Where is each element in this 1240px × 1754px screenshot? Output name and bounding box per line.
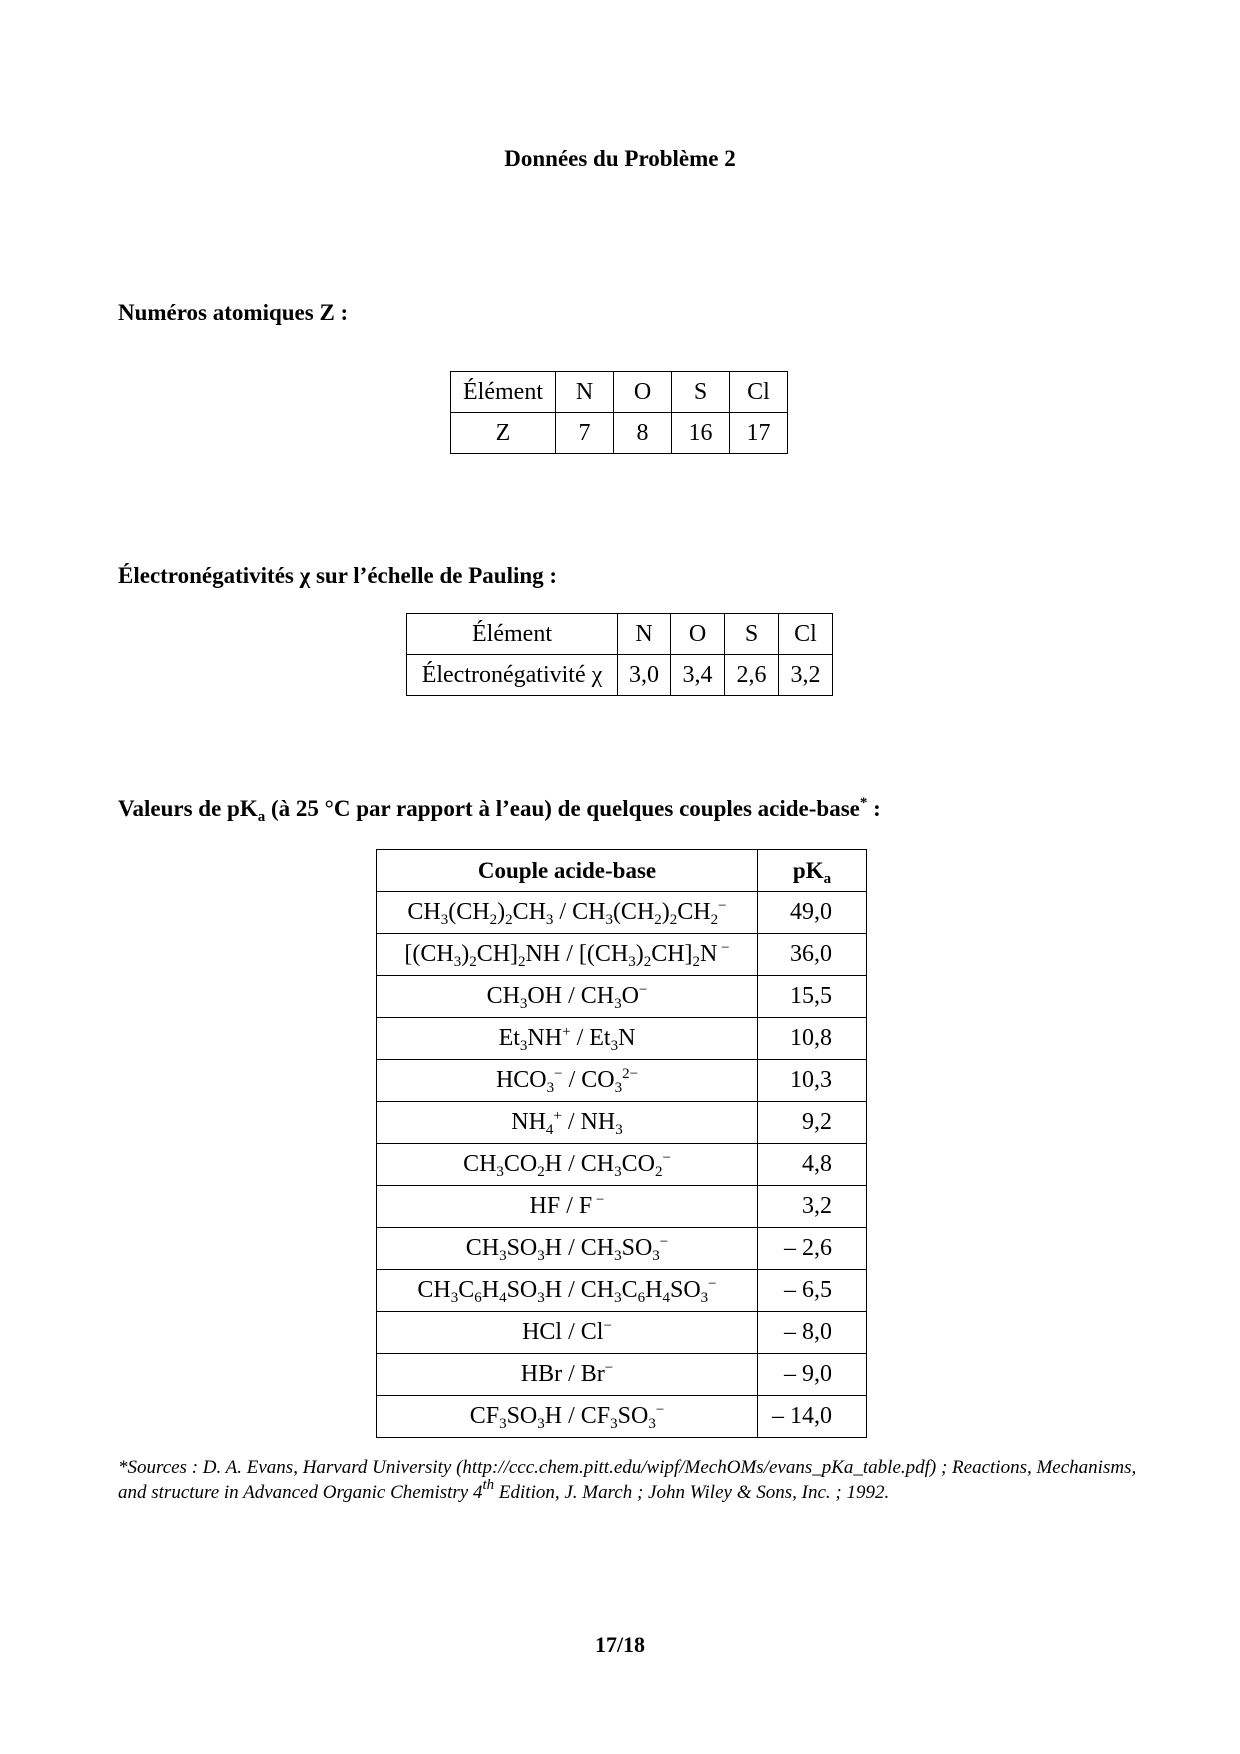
formula-subscript: 3 <box>648 1416 656 1432</box>
formula-superscript: − <box>592 1192 605 1208</box>
formula-text: H <box>645 1277 663 1303</box>
formula-text: CH <box>407 899 441 925</box>
formula-subscript: 3 <box>519 996 528 1012</box>
formula-subscript: 2 <box>537 1164 545 1180</box>
table-cell: 2,6 <box>725 655 779 696</box>
pka-heading <box>118 795 881 825</box>
pka-table <box>376 849 867 1438</box>
table-row <box>377 1018 867 1060</box>
table-cell: 3,2 <box>779 655 833 696</box>
page-title: Données du Problème 2 <box>504 146 736 171</box>
table-cell: N <box>618 614 671 655</box>
formula-superscript: − <box>604 1360 614 1376</box>
page-number: 17/18 <box>594 1632 646 1657</box>
table-cell: N <box>556 372 614 413</box>
formula-subscript: 3 <box>605 912 613 928</box>
table-row <box>377 934 867 976</box>
formula-subscript: 3 <box>499 1416 507 1432</box>
formula-text: CH <box>463 1151 497 1177</box>
pka-value-cell: 3,2 <box>758 1186 867 1228</box>
table-row <box>377 1060 867 1102</box>
heading-text: Valeurs de pK <box>118 796 258 821</box>
formula-text: / Et <box>570 1025 611 1051</box>
pka-value-cell: 15,5 <box>758 976 867 1018</box>
formula-subscript: 2 <box>669 912 678 928</box>
table-cell: 3,0 <box>618 655 671 696</box>
formula-subscript: 2 <box>489 912 498 928</box>
couple-cell <box>377 1354 758 1396</box>
formula-subscript: 2 <box>692 954 701 970</box>
formula-text: SO <box>506 1403 538 1429</box>
pka-value-cell: – 8,0 <box>758 1312 867 1354</box>
formula-subscript: 6 <box>637 1290 646 1306</box>
couple-cell <box>377 1270 758 1312</box>
formula-text: HF / F <box>529 1193 593 1219</box>
formula-subscript: 3 <box>519 1038 528 1054</box>
formula-text: CF <box>469 1403 500 1429</box>
pka-value-cell: – 2,6 <box>758 1228 867 1270</box>
pka-value-cell: 49,0 <box>758 892 867 934</box>
table-cell: O <box>614 372 672 413</box>
formula-subscript: 3 <box>610 1038 619 1054</box>
couple-cell <box>377 1312 758 1354</box>
formula-superscript: + <box>562 1024 571 1040</box>
formula-text: (CH <box>612 899 655 925</box>
formula-subscript: 3 <box>440 912 449 928</box>
couple-cell <box>377 1102 758 1144</box>
formula-text: SO <box>621 1235 653 1261</box>
formula-subscript: 3 <box>545 912 554 928</box>
table-row <box>377 1312 867 1354</box>
pka-value-cell: 4,8 <box>758 1144 867 1186</box>
table-cell: Élément <box>407 614 618 655</box>
formula-text: (CH <box>448 899 490 925</box>
formula-subscript: 2 <box>654 912 662 928</box>
formula-subscript: 3 <box>537 1416 545 1432</box>
table-row <box>377 1144 867 1186</box>
formula-text: SO <box>617 1403 649 1429</box>
pka-value-cell: 9,2 <box>758 1102 867 1144</box>
table-cell: 7 <box>556 413 614 454</box>
formula-text: NH <box>527 1025 563 1051</box>
formula-subscript: 2 <box>518 954 526 970</box>
table-row <box>407 655 833 696</box>
formula-subscript: 3 <box>614 1080 623 1096</box>
formula-subscript: 4 <box>662 1290 670 1306</box>
couple-cell <box>377 976 758 1018</box>
formula-superscript: − <box>638 982 648 998</box>
table-cell: S <box>725 614 779 655</box>
couple-cell <box>377 892 758 934</box>
couple-cell <box>377 934 758 976</box>
formula-subscript: 3 <box>453 954 462 970</box>
table-cell: 3,4 <box>671 655 725 696</box>
table-cell: Électronégativité χ <box>407 655 618 696</box>
formula-text: CH <box>677 899 711 925</box>
pka-value-cell: 10,8 <box>758 1018 867 1060</box>
formula-subscript: 2 <box>710 912 719 928</box>
formula-superscript: + <box>553 1108 562 1124</box>
formula-subscript: 3 <box>450 1290 459 1306</box>
pka-value-cell: – 6,5 <box>758 1270 867 1312</box>
formula-superscript: − <box>659 1234 669 1250</box>
formula-superscript: 2− <box>622 1066 639 1082</box>
formula-subscript: 3 <box>610 1416 618 1432</box>
footnote-marker: * <box>859 795 868 811</box>
formula-subscript: 3 <box>615 1122 623 1138</box>
formula-text: / NH <box>561 1109 616 1135</box>
electronegativity-table <box>406 613 833 696</box>
formula-text: HBr / Br <box>520 1361 605 1387</box>
formula-superscript: − <box>655 1402 665 1418</box>
electronegativity-heading: Électronégativités χ sur l’échelle de Pauling : <box>118 563 558 588</box>
formula-text: H <box>481 1277 500 1303</box>
formula-text: [(CH <box>404 941 454 967</box>
formula-subscript: 3 <box>700 1290 709 1306</box>
formula-text: SO <box>506 1277 538 1303</box>
heading-text: (à 25 °C par rapport à l’eau) de quelques couples acide-base <box>265 796 860 821</box>
table-cell: Élément <box>451 372 556 413</box>
formula-text: CH] <box>476 941 519 967</box>
formula-text: HCO <box>495 1067 547 1093</box>
pka-value-cell: 36,0 <box>758 934 867 976</box>
formula-text: CO <box>621 1151 655 1177</box>
formula-text: NH <box>511 1109 546 1135</box>
footnote-superscript: th <box>482 1477 495 1493</box>
column-header-pka <box>758 850 867 892</box>
formula-text: N <box>700 941 718 967</box>
formula-superscript: − <box>662 1150 671 1166</box>
pka-value-cell: 10,3 <box>758 1060 867 1102</box>
couple-cell <box>377 1060 758 1102</box>
formula-superscript: − <box>554 1066 563 1082</box>
formula-subscript: 3 <box>628 954 636 970</box>
table-cell: Cl <box>730 372 788 413</box>
formula-text: OH / CH <box>527 983 615 1009</box>
formula-subscript: 2 <box>505 912 513 928</box>
atomic-numbers-table <box>450 371 788 454</box>
formula-text: CH] <box>651 941 693 967</box>
formula-subscript: 2 <box>654 1164 663 1180</box>
formula-text: NH / [(CH <box>525 941 629 967</box>
heading-subscript: a <box>257 809 266 825</box>
formula-text: H / CH <box>544 1151 615 1177</box>
formula-subscript: 3 <box>499 1248 507 1264</box>
table-cell: Z <box>451 413 556 454</box>
table-header-row <box>451 372 788 413</box>
formula-text: CH <box>465 1235 500 1261</box>
header-text: pK <box>792 857 824 883</box>
formula-text: H / CF <box>544 1403 611 1429</box>
formula-text: SO <box>669 1277 701 1303</box>
formula-text: Et <box>498 1025 520 1051</box>
formula-text: H / CH <box>544 1277 615 1303</box>
formula-subscript: 3 <box>537 1290 545 1306</box>
formula-text: CH <box>417 1277 451 1303</box>
formula-subscript: 6 <box>474 1290 482 1306</box>
formula-subscript: 3 <box>614 996 622 1012</box>
couple-cell <box>377 1186 758 1228</box>
formula-text: ) <box>461 941 470 967</box>
sources-footnote <box>118 1455 1138 1505</box>
table-row <box>377 1228 867 1270</box>
formula-text: ) <box>497 899 506 925</box>
formula-text: HCl / Cl <box>522 1319 604 1345</box>
table-cell: Cl <box>779 614 833 655</box>
table-row <box>377 976 867 1018</box>
table-row <box>377 1396 867 1438</box>
formula-text: CH <box>512 899 546 925</box>
table-row <box>451 413 788 454</box>
formula-text: SO <box>506 1235 538 1261</box>
formula-superscript: − <box>718 898 727 914</box>
pka-value-cell: – 9,0 <box>758 1354 867 1396</box>
table-row <box>377 1102 867 1144</box>
formula-text: O <box>621 983 639 1009</box>
formula-text: CO <box>503 1151 538 1177</box>
formula-text: ) <box>635 941 644 967</box>
formula-subscript: 2 <box>469 954 477 970</box>
formula-text: H / CH <box>544 1235 615 1261</box>
formula-text: / CO <box>562 1067 615 1093</box>
formula-superscript: − <box>708 1276 717 1292</box>
couple-cell <box>377 1228 758 1270</box>
table-cell: 16 <box>672 413 730 454</box>
formula-subscript: 3 <box>496 1164 504 1180</box>
formula-text: C <box>621 1277 638 1303</box>
formula-text: ) <box>661 899 670 925</box>
table-row <box>377 1354 867 1396</box>
table-cell: S <box>672 372 730 413</box>
couple-cell <box>377 1396 758 1438</box>
footnote-text: *Sources : D. A. Evans, Harvard University (http://ccc.chem.pitt.edu/wipf/MechOMs/evans_pKa_table.pdf) ; Reactions, Mechanisms, and structure in Advanced Organic Chemistry 4 <box>118 1457 1137 1503</box>
table-header-row <box>407 614 833 655</box>
formula-subscript: 3 <box>537 1248 545 1264</box>
formula-text: / CH <box>553 899 606 925</box>
header-subscript: a <box>823 870 832 887</box>
table-cell: 17 <box>730 413 788 454</box>
column-header-couple: Couple acide-base <box>377 850 758 892</box>
table-cell: O <box>671 614 725 655</box>
formula-text: N <box>618 1025 636 1051</box>
formula-subscript: 4 <box>499 1290 507 1306</box>
formula-subscript: 3 <box>614 1164 622 1180</box>
footnote-text: Edition, J. March ; John Wiley & Sons, Inc. ; 1992. <box>494 1482 890 1503</box>
table-row <box>377 1270 867 1312</box>
table-cell: 8 <box>614 413 672 454</box>
couple-cell <box>377 1144 758 1186</box>
table-header-row <box>377 850 867 892</box>
formula-text: C <box>458 1277 475 1303</box>
formula-subscript: 4 <box>545 1122 554 1138</box>
pka-table-body <box>377 892 867 1438</box>
formula-text: CH <box>486 983 520 1009</box>
pka-value-cell: – 14,0 <box>758 1396 867 1438</box>
formula-subscript: 3 <box>546 1080 555 1096</box>
formula-superscript: − <box>603 1318 612 1334</box>
formula-subscript: 3 <box>614 1248 622 1264</box>
formula-subscript: 3 <box>652 1248 660 1264</box>
table-row <box>377 1186 867 1228</box>
formula-subscript: 3 <box>614 1290 622 1306</box>
table-row <box>377 892 867 934</box>
atomic-numbers-heading: Numéros atomiques Z : <box>118 300 349 325</box>
formula-superscript: − <box>717 940 730 956</box>
heading-text: : <box>867 796 881 821</box>
formula-subscript: 2 <box>643 954 652 970</box>
couple-cell <box>377 1018 758 1060</box>
